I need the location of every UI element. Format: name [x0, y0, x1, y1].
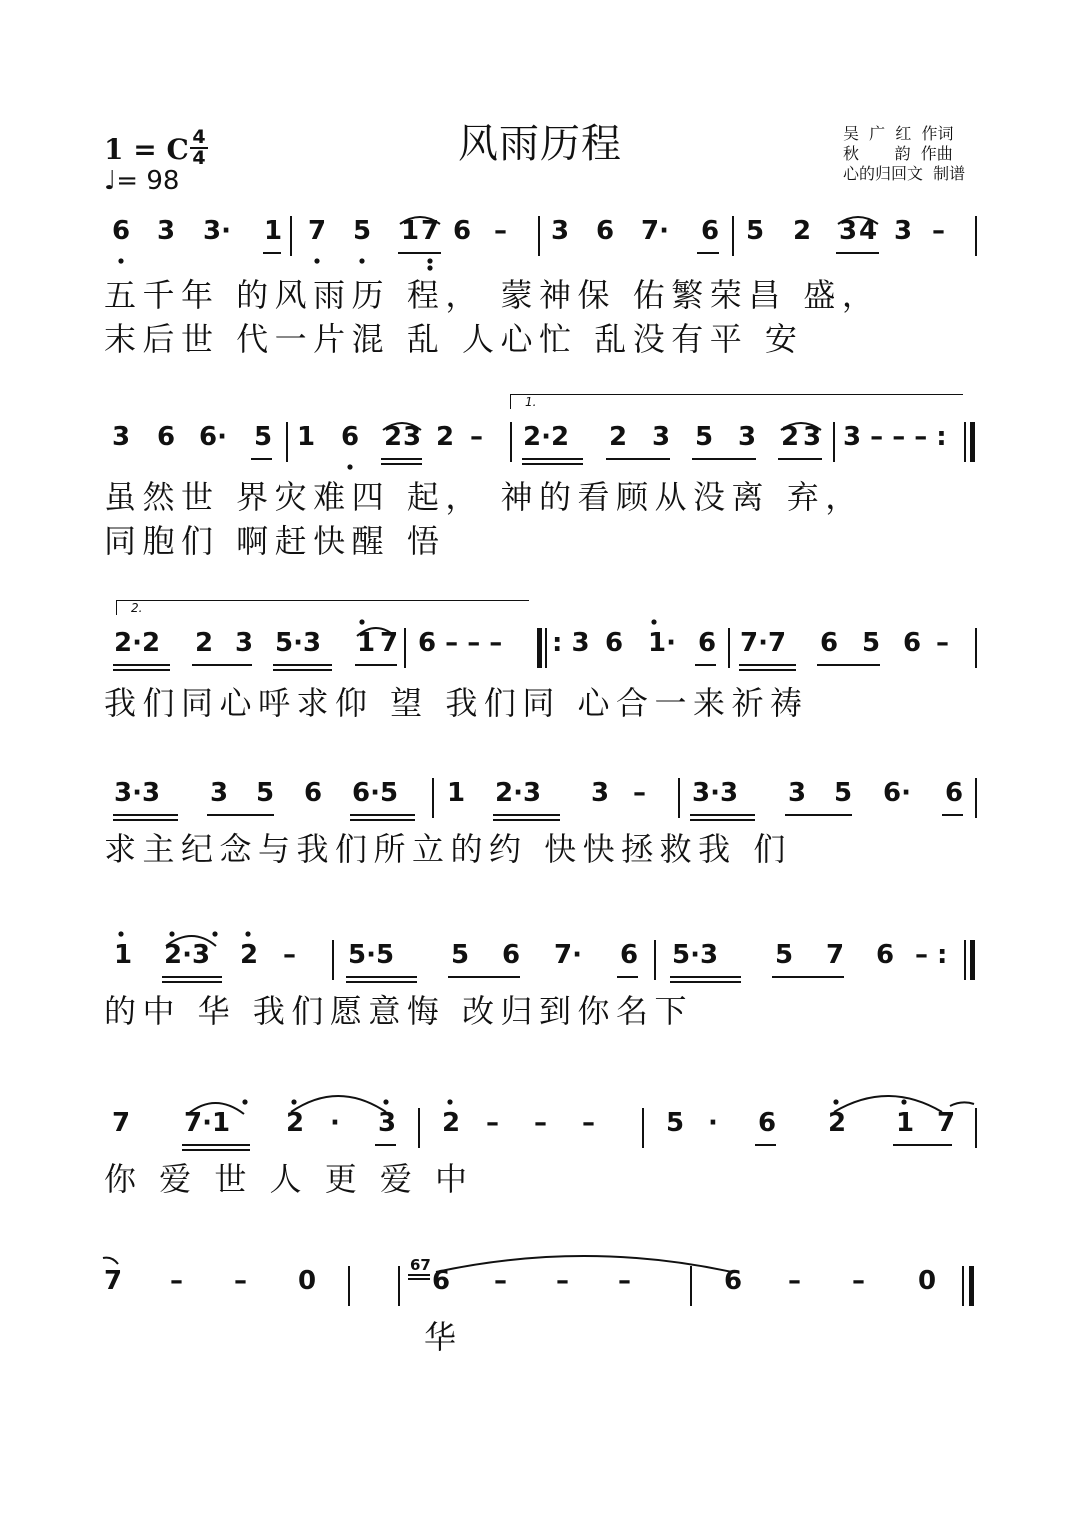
- song-title: 风雨历程: [458, 121, 622, 167]
- time-signature-top: 4: [192, 126, 206, 148]
- lyricist-credit: 吴 广 红 作词: [843, 124, 954, 143]
- time-signature-bottom: 4: [192, 147, 206, 169]
- notation-line: 3·3 3 5 6 6·5 1 2·3 3 – 3·3 3 5 6· 6: [114, 778, 964, 808]
- lyrics-verse-1: 我们同心呼求仰 望 我们同 心合一来祈祷: [104, 684, 809, 722]
- slur-and-tie-marks: [0, 1266, 1080, 1336]
- grace-notes: 67: [410, 1256, 431, 1274]
- key-signature: 1 = C: [104, 133, 189, 166]
- credits: [843, 124, 965, 184]
- notation-line: 2·2 2 3 5·3 1 7 6 – – – : 3 6 1· 6 7·7 6 5 6 –: [114, 628, 949, 658]
- lyrics-verse-1: 华: [424, 1318, 463, 1356]
- lyrics-verse-1: 虽然世 界灾难四 起， 神的看顾从没离 弃，: [104, 478, 864, 516]
- first-ending-bracket: 1.: [510, 394, 963, 409]
- lyrics-verse-2: 同胞们 啊赶快醒 悟: [104, 522, 446, 560]
- lyrics-verse-2: 末后世 代一片混 乱 人心忙 乱没有平 安: [104, 320, 804, 358]
- notation-line: 7 7·1 2 · 3 2 – – – 5 · 6 2 1 7: [112, 1108, 956, 1138]
- second-ending-bracket: 2.: [116, 600, 529, 615]
- lyrics-verse-1: 你 爱 世 人 更 爱 中: [104, 1160, 474, 1198]
- composer-credit: 秋 韵 作曲: [843, 144, 953, 163]
- lyrics-verse-1: 的中 华 我们愿意悔 改归到你名下: [104, 992, 694, 1030]
- notation-line: 1 2·3 2 – 5·5 5 6 7· 6 5·3 5 7 6 – :: [114, 940, 948, 970]
- notation-line: 3 6 6· 5 1 6 2 3 2 – 2·2 2 3 5 3 2 3 3 – – – :: [112, 422, 947, 452]
- transcriber-credit: 心的归回文 制谱: [843, 164, 966, 183]
- lyrics-verse-1: 五千年 的风雨历 程， 蒙神保 佑繁荣昌 盛，: [104, 276, 881, 314]
- time-signature: [188, 128, 210, 168]
- notation-line: 7 – – 0 6 – – – 6 – – 0: [104, 1266, 937, 1296]
- notation-line: 6 3 3· 1 7 5 1 7 6 – 3 6 7· 6 5 2 3 4 3 –: [112, 216, 945, 246]
- lyrics-verse-1: 求主纪念与我们所立的约 快快拯救我 们: [104, 830, 792, 868]
- tempo-marking: ♩= 98: [104, 166, 180, 196]
